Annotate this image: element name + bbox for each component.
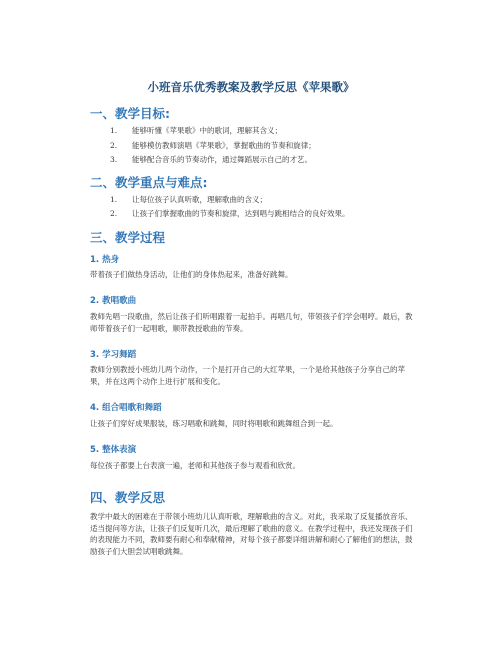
list-number: 2. [110, 141, 118, 150]
list-number: 1. [110, 195, 118, 204]
list-text: 能够模仿教师演唱《苹果歌》，掌握歌曲的节奏和旋律； [132, 141, 316, 150]
list-text: 让孩子们掌握歌曲的节奏和旋律，达到唱与跳相结合的良好效果。 [132, 209, 350, 218]
step-title: 3. 学习舞蹈 [90, 350, 137, 360]
step-title: 2. 教唱歌曲 [90, 296, 137, 306]
heading-teaching-goals: 一、教学目标: [90, 106, 170, 121]
list-item [110, 194, 267, 205]
reflection-text: 教学中最大的困难在于带领小班幼儿认真听歌，理解歌曲的含义。对此，我采取了反复播放音乐、适当提问等方法，让孩子们反复听几次，最后理解了歌曲的意义。在教学过程中，我还发现孩子们的表现能力不同，教师要有耐心和奉献精神，对每个孩子都要详细讲解和耐心了解他们的想法，鼓励孩子们大胆尝试唱歌跳舞。 [90, 512, 413, 556]
list-number: 3. [110, 155, 118, 164]
step-title: 1. 热身 [90, 255, 120, 265]
list-number: 2. [110, 209, 118, 218]
step-title: 4. 组合唱歌和舞蹈 [90, 403, 162, 413]
document-title: 小班音乐优秀教案及教学反思《苹果歌》 [147, 80, 355, 94]
list-item [110, 140, 316, 151]
list-text: 能够配合音乐的节奏动作，通过舞蹈展示自己的才艺。 [132, 155, 312, 164]
list-item [110, 125, 282, 136]
list-item [110, 154, 312, 165]
list-number: 1. [110, 126, 118, 135]
list-text: 能够听懂《苹果歌》中的歌词，理解其含义； [132, 126, 282, 135]
step-text: 教师先唱一段歌曲，然后让孩子们听唱跟着一起拍手。再唱几句，带领孩子们学会唱哼。最后，教师带着孩子们一起唱歌，顺带教授歌曲的节奏。 [90, 312, 413, 333]
list-item [110, 208, 350, 219]
list-text: 让每位孩子认真听歌，理解歌曲的含义； [132, 195, 267, 204]
step-text: 教师分别教授小班幼儿两个动作，一个是打开自己的大红苹果，一个是给其他孩子分享自己的苹果，并在这两个动作上进行扩展和变化。 [90, 365, 405, 386]
heading-teaching-reflection: 四、教学反思 [90, 490, 166, 505]
step-title: 5. 整体表演 [90, 445, 137, 455]
step-text: 每位孩子都要上台表演一遍，老师和其他孩子参与观看和欣赏。 [90, 461, 300, 470]
step-text: 让孩子们穿好成果服装，练习唱歌和跳舞，同时将唱歌和跳舞组合到一起。 [90, 419, 338, 428]
step-text: 带着孩子们做热身活动，让他们的身体热起来，准备好跳舞。 [90, 270, 293, 279]
heading-key-points: 二、教学重点与难点: [90, 175, 208, 190]
heading-teaching-process: 三、教学过程 [90, 230, 166, 245]
